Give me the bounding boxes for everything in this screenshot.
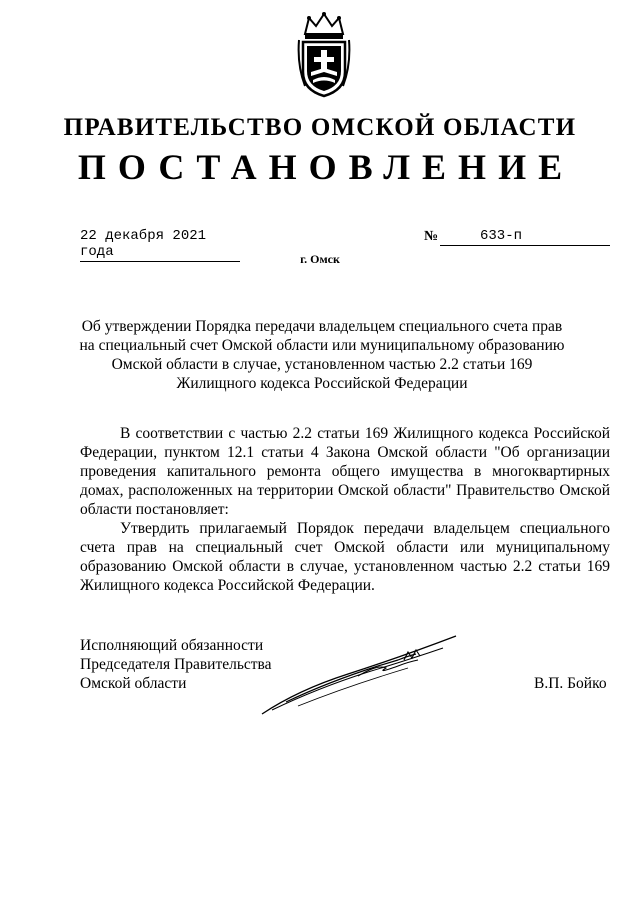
signatory-name: В.П. Бойко [534, 675, 607, 692]
document-city: г. Омск [300, 252, 340, 266]
body-paragraph-2: Утвердить прилагаемый Порядок передачи владельцем специального счета прав на специальный счет Омской области или муниципальному образованию Омской области в случае, установленном частью 2.2 статьи 169 Жилищного кодекса Российской Федерации. [80, 520, 610, 594]
document-subject: Об утверждении Порядка передачи владельцем специального счета прав на специальный счет Омской области или муниципальному образованию Омской области в случае, установленном частью 2.2 статьи 169 Жилищного кодекса Российской Федерации [79, 318, 565, 392]
government-title: ПРАВИТЕЛЬСТВО ОМСКОЙ ОБЛАСТИ [63, 114, 577, 141]
coat-of-arms-icon [297, 10, 351, 98]
document-date: 22 декабря 2021 года [80, 228, 240, 262]
signatory-position-line-3: Омской области [80, 675, 187, 692]
signatory-position-line-2: Председателя Правительства [80, 656, 272, 673]
handwritten-signature-icon [258, 630, 463, 720]
signatory-position [80, 636, 272, 693]
document-number: 633-п [440, 228, 610, 246]
document-type-title: ПОСТАНОВЛЕНИЕ [77, 147, 575, 187]
document-body [80, 424, 610, 595]
document-number-label: № [424, 229, 439, 244]
body-paragraph-1: В соответствии с частью 2.2 статьи 169 Жилищного кодекса Российской Федерации, пунктом 12.1 статьи 4 Закона Омской области "Об организации проведения капитального ремонта общего имущества в многоквартирных домах, расположенных на территории Омской области" Правительство Омской области постановляет: [80, 425, 610, 518]
signatory-position-line-1: Исполняющий обязанности [80, 637, 264, 654]
